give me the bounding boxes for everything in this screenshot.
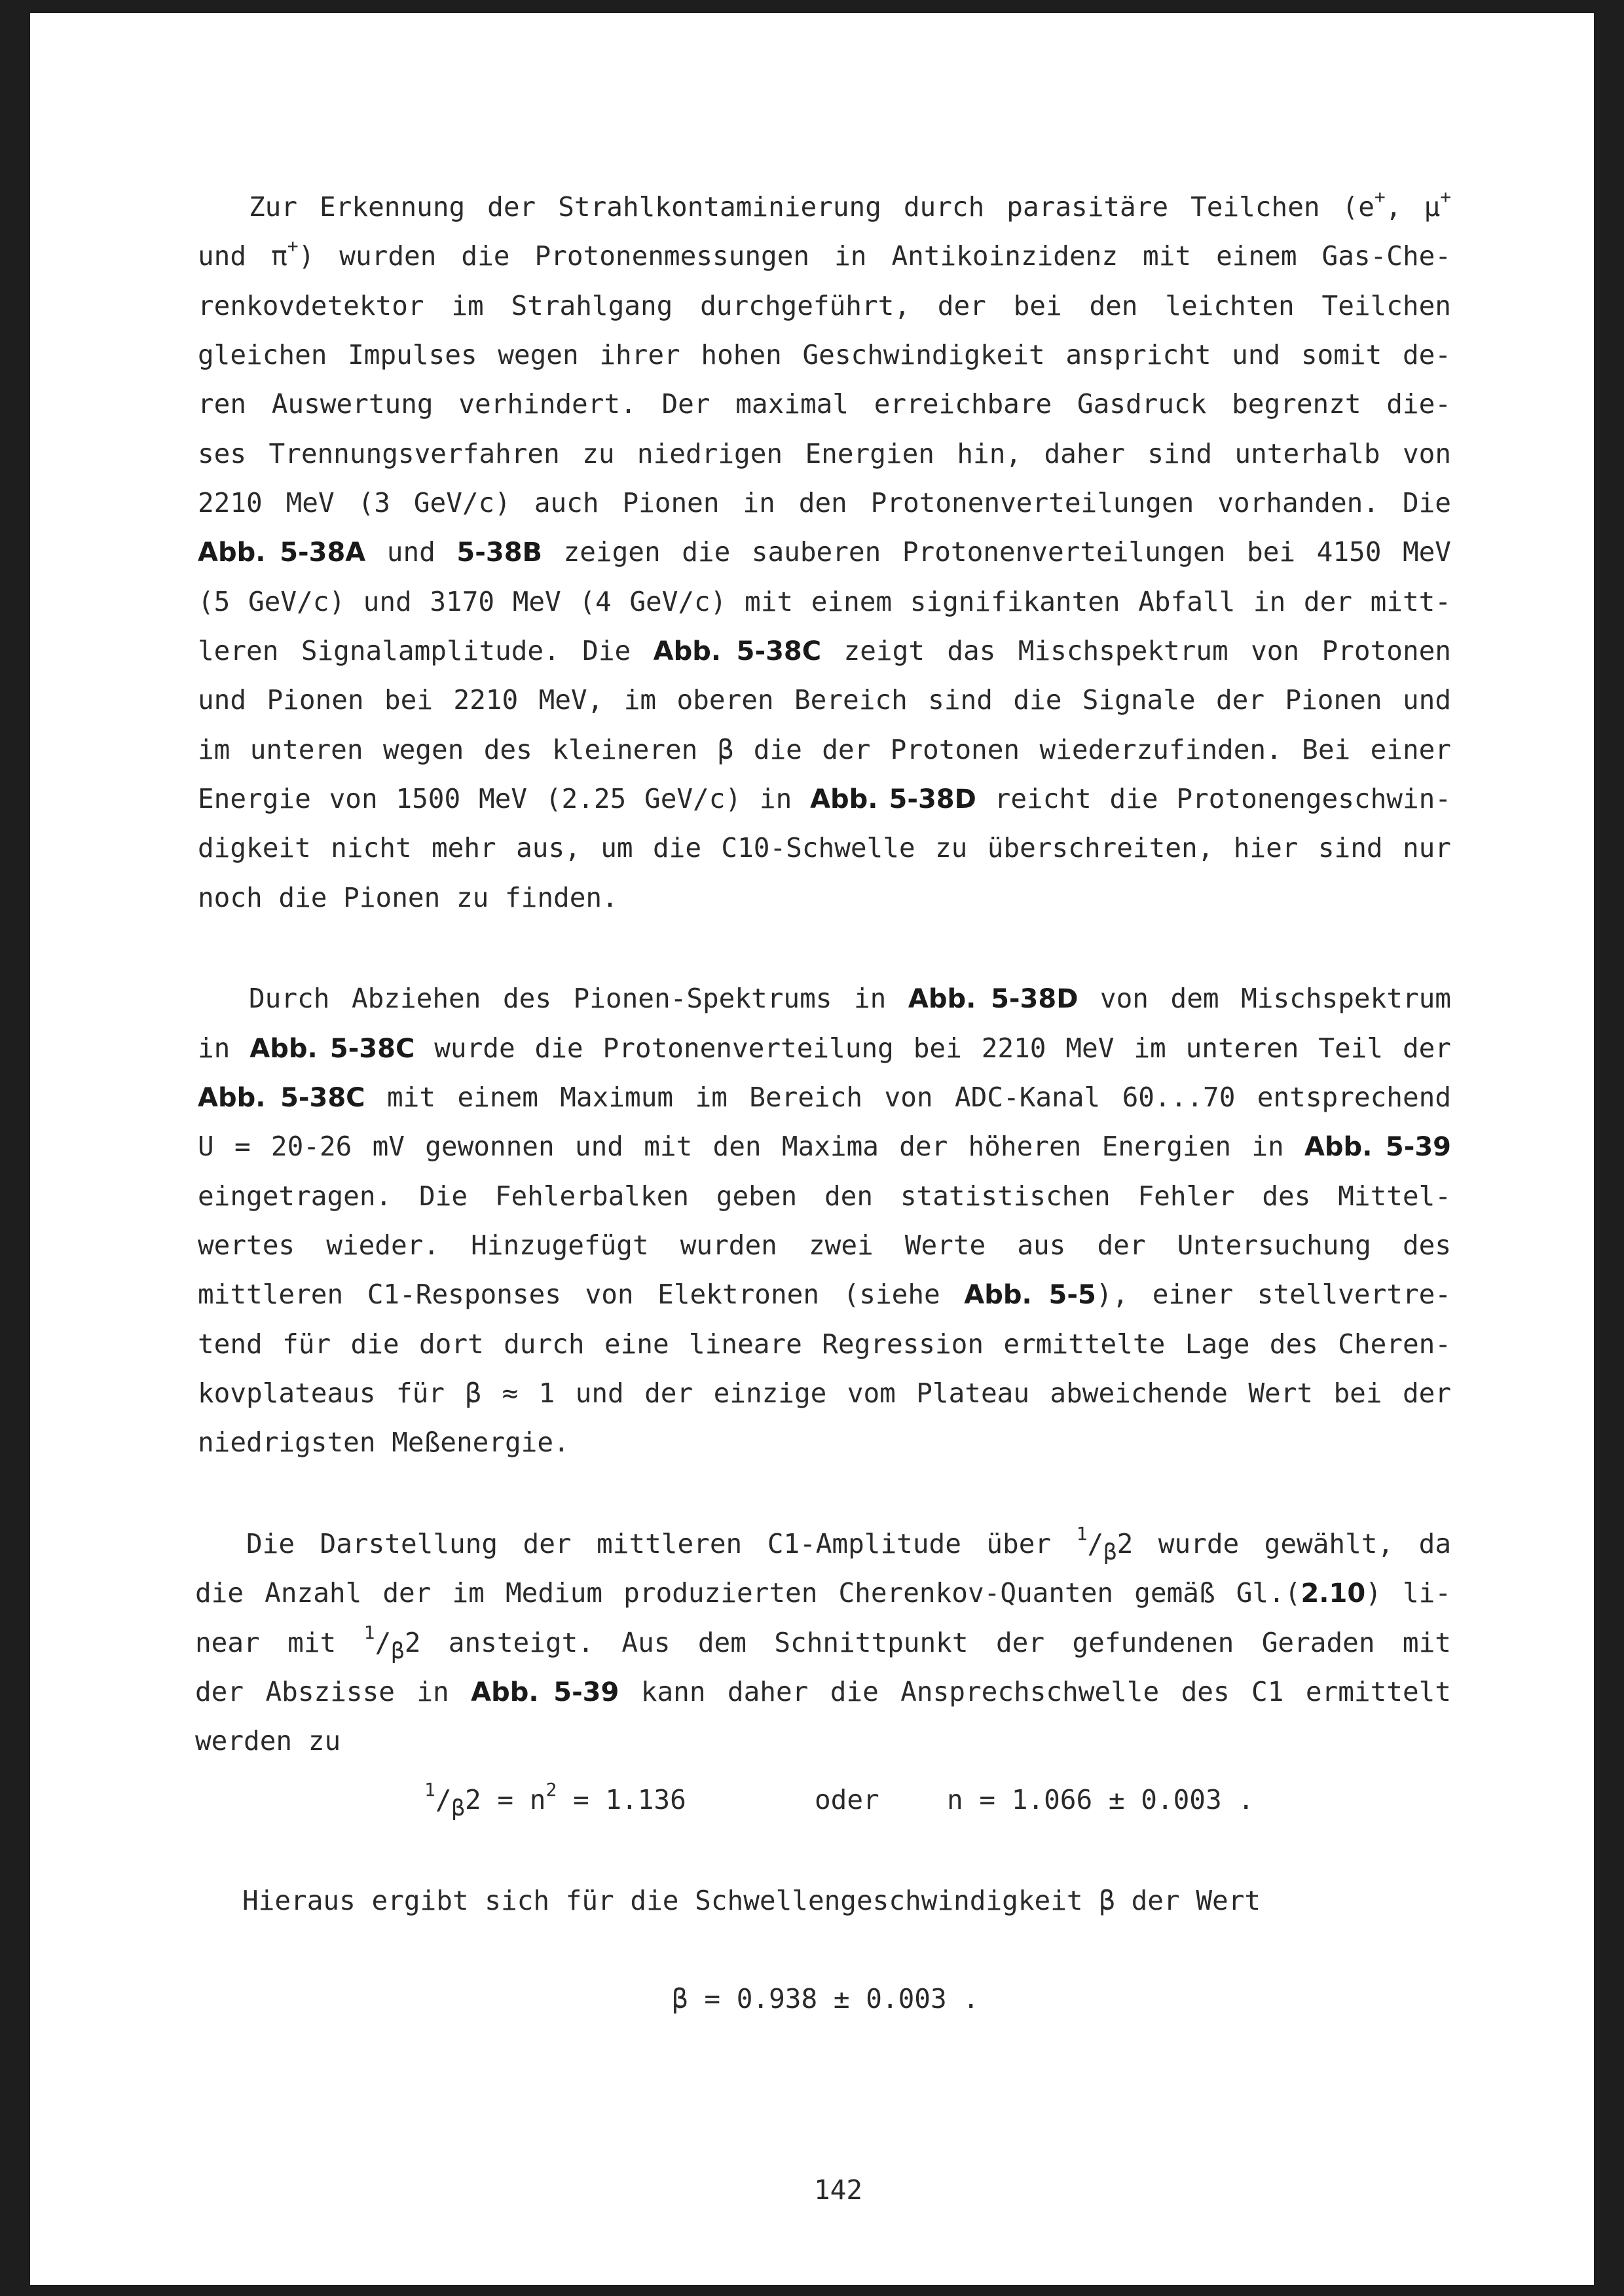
para1-line-14: digkeit nicht mehr aus, um die C10-Schwelle zu überschreiten, hier sind nur — [198, 832, 1451, 864]
text-run: 2 wurde gewählt, da — [1116, 1528, 1451, 1559]
figure-reference: Abb. 5-5 — [964, 1280, 1096, 1310]
text-run: ) wurden die Protonenmessungen in Antikoinzidenz mit einem Gas-Che- — [298, 240, 1451, 272]
subscript: β — [451, 1795, 466, 1821]
document-page — [30, 13, 1594, 2285]
para2-line-2 — [198, 1032, 1451, 1065]
equation-refractive-index: n = 1.066 ± 0.003 . — [947, 1784, 1254, 1815]
para1-line-9: (5 GeV/c) und 3170 MeV (4 GeV/c) mit einem signifikanten Abfall in der mitt- — [198, 586, 1451, 617]
text-run: der Abszisse in — [195, 1676, 471, 1707]
para2-line-10: niedrigsten Meßenergie. — [198, 1427, 570, 1458]
para3-line-3 — [195, 1622, 1451, 1664]
text-run: mit einem Maximum im Bereich von ADC-Kanal 60...70 entsprechend — [365, 1082, 1452, 1113]
figure-reference: Abb. 5-38C — [653, 636, 822, 666]
text-run: zeigt das Mischspektrum von Protonen — [821, 635, 1451, 666]
text-run: ) li- — [1365, 1577, 1452, 1609]
para2-line-1 — [249, 982, 1451, 1015]
para2-line-6: wertes wieder. Hinzugefügt wurden zwei Werte aus der Untersuchung des — [198, 1230, 1451, 1261]
text-run: zeigen die sauberen Protonenverteilungen bei 4150 MeV — [542, 536, 1451, 568]
text-run: = 1.136 — [557, 1784, 686, 1815]
text-run: Zur Erkennung der Strahlkontaminierung durch parasitäre Teilchen (e — [249, 191, 1375, 223]
text-run: Durch Abziehen des Pionen-Spektrums in — [249, 983, 908, 1014]
para2-line-9: kovplateaus für β ≈ 1 und der einzige vom Plateau abweichende Wert bei der — [198, 1377, 1451, 1409]
para3-line-5: werden zu — [195, 1725, 341, 1757]
text-run: ), einer stellvertre- — [1096, 1279, 1451, 1310]
text-run: near mit — [195, 1627, 364, 1658]
subscript: β — [391, 1638, 405, 1664]
para2-line-7 — [198, 1278, 1451, 1311]
para1-line-8 — [198, 536, 1451, 568]
figure-reference: Abb. 5-38C — [249, 1034, 415, 1064]
text-run: leren Signalamplitude. Die — [198, 635, 654, 666]
para1-line-10 — [198, 634, 1451, 667]
text-run: und — [365, 536, 457, 568]
text-run: und π — [198, 240, 287, 272]
text-run: die Anzahl der im Medium produzierten Cherenkov-Quanten gemäß Gl.( — [195, 1577, 1301, 1609]
equation-threshold-velocity: β = 0.938 ± 0.003 . — [672, 1983, 979, 2014]
para1-line-15: noch die Pionen zu finden. — [198, 882, 618, 913]
para1-line-11: und Pionen bei 2210 MeV, im oberen Bereich sind die Signale der Pionen und — [198, 684, 1451, 716]
equation-connector: oder — [815, 1784, 879, 1815]
text-run: Energie von 1500 MeV (2.25 GeV/c) in — [198, 783, 811, 814]
figure-reference: Abb. 5-38D — [810, 784, 976, 814]
para1-line-13 — [198, 782, 1451, 815]
page-number: 142 — [813, 2174, 863, 2206]
para3-line-1 — [246, 1523, 1451, 1565]
superscript: + — [1440, 186, 1451, 208]
text-run: 2 ansteigt. Aus dem Schnittpunkt der gefundenen Geraden mit — [404, 1627, 1451, 1658]
para1-line-12: im unteren wegen des kleineren β die der Protonen wiederzufinden. Bei einer — [198, 734, 1451, 765]
text-run: mittleren C1-Responses von Elektronen (siehe — [198, 1279, 965, 1310]
para1-line-5: ren Auswertung verhindert. Der maximal erreichbare Gasdruck begrenzt die- — [198, 388, 1451, 420]
text-run: / — [435, 1784, 452, 1815]
text-run: 2 = n — [465, 1784, 546, 1815]
figure-reference: Abb. 5-38D — [908, 984, 1079, 1014]
para2-line-4 — [198, 1130, 1451, 1163]
superscript: + — [1374, 186, 1386, 208]
superscript: + — [287, 235, 299, 257]
figure-reference: Abb. 5-38A — [198, 538, 366, 568]
text-run: von dem Mischspektrum — [1078, 983, 1451, 1014]
text-run: / — [375, 1627, 392, 1658]
para2-line-5: eingetragen. Die Fehlerbalken geben den statistischen Fehler des Mittel- — [198, 1180, 1451, 1212]
superscript: 2 — [545, 1779, 557, 1800]
text-run: , μ — [1385, 191, 1441, 223]
para3-line-2 — [195, 1576, 1451, 1609]
text-run: U = 20-26 mV gewonnen und mit den Maxima der höheren Energien in — [198, 1131, 1304, 1162]
para1-line-6: ses Trennungsverfahren zu niedrigen Energien hin, daher sind unterhalb von — [198, 438, 1451, 469]
equation-reference: 2.10 — [1301, 1578, 1366, 1609]
text-run: reicht die Protonengeschwin- — [976, 783, 1452, 814]
para1-line-7: 2210 MeV (3 GeV/c) auch Pionen in den Protonenverteilungen vorhanden. Die — [198, 487, 1451, 519]
text-run: Die Darstellung der mittleren C1-Amplitude über — [246, 1528, 1077, 1559]
subscript: β — [1103, 1539, 1117, 1565]
para1-line-1 — [249, 186, 1451, 223]
superscript: 1 — [424, 1779, 435, 1800]
superscript: 1 — [363, 1622, 375, 1643]
figure-reference: Abb. 5-39 — [471, 1677, 619, 1707]
para1-line-2 — [198, 235, 1451, 272]
para3-line-4 — [195, 1675, 1451, 1708]
text-run: in — [198, 1032, 250, 1064]
figure-reference: Abb. 5-38C — [198, 1083, 365, 1113]
text-run: wurde die Protonenverteilung bei 2210 MeV im unteren Teil der — [415, 1032, 1451, 1064]
figure-reference: 5-38B — [456, 538, 543, 568]
para1-line-3: renkovdetektor im Strahlgang durchgeführt, der bei den leichten Teilchen — [198, 290, 1451, 321]
superscript: 1 — [1076, 1523, 1088, 1544]
para2-line-8: tend für die dort durch eine lineare Regression ermittelte Lage des Cheren- — [198, 1328, 1451, 1360]
para2-line-3 — [198, 1081, 1451, 1114]
text-run: / — [1087, 1528, 1104, 1559]
text-run: kann daher die Ansprechschwelle des C1 ermittelt — [619, 1676, 1451, 1707]
figure-reference: Abb. 5-39 — [1304, 1132, 1451, 1162]
para4-line-1: Hieraus ergibt sich für die Schwellengeschwindigkeit β der Wert — [242, 1885, 1261, 1916]
para1-line-4: gleichen Impulses wegen ihrer hohen Geschwindigkeit anspricht und somit de- — [198, 339, 1451, 371]
